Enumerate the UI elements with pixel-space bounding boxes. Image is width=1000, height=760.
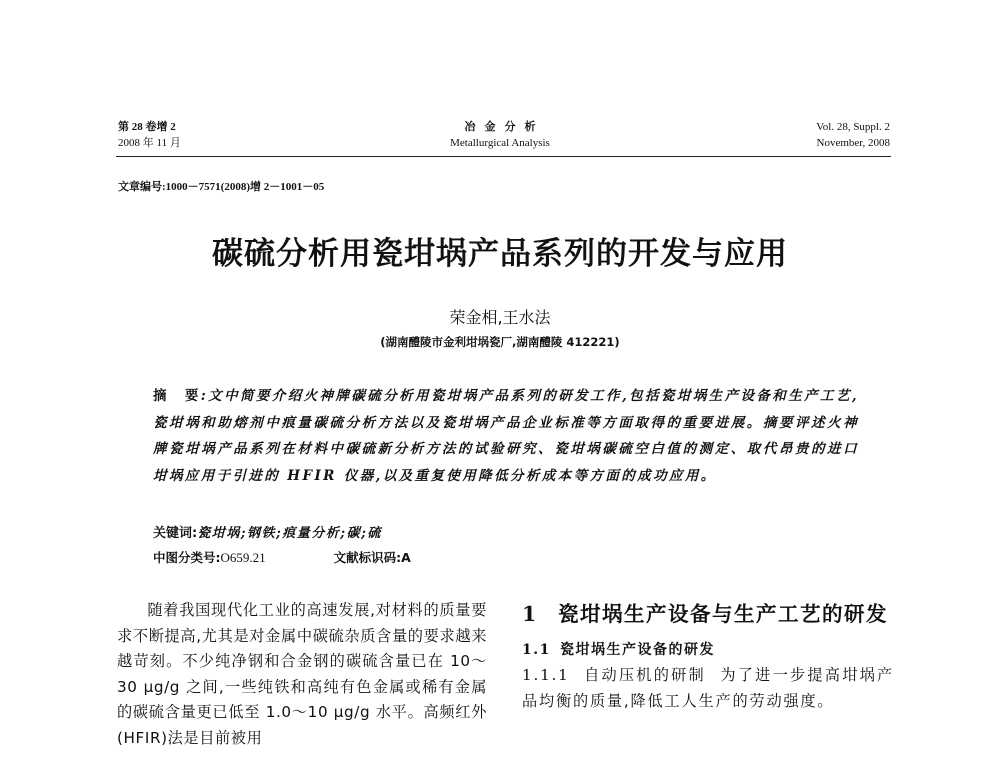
header-volume-cn: 第 28 卷增 2 xyxy=(118,121,176,133)
doc-code-value: A xyxy=(401,550,411,565)
section-1-1-number: 1.1 xyxy=(522,642,551,658)
body-left-column xyxy=(117,598,487,751)
running-header-left xyxy=(118,119,181,151)
running-header-right xyxy=(816,119,890,151)
article-number: 文章编号:1000－7571(2008)增 2－1001－05 xyxy=(118,181,325,193)
keywords-value: 瓷坩埚;钢铁;痕量分析;碳;硫 xyxy=(197,526,382,541)
classification xyxy=(153,548,411,566)
paper-title: 碳硫分析用瓷坩埚产品系列的开发与应用 xyxy=(212,236,788,272)
header-date-cn: 2008 年 11 月 xyxy=(118,137,181,149)
abstract xyxy=(153,383,859,489)
header-date-en: November, 2008 xyxy=(816,137,890,149)
abstract-text: :文中简要介绍火神牌碳硫分析用瓷坩埚产品系列的研发工作,包括瓷坩埚生产设备和生产工艺,瓷坩埚和助熔剂中痕量碳硫分析方法以及瓷坩埚产品企业标准等方面取得的重要进展。摘要评述火神牌瓷坩埚产品系列在材料中碳硫新分析方法的试验研究、瓷坩埚碳硫空白值的测定、取代昂贵的进口坩埚应用于引进的 HFIR 仪器,以及重复使用降低分析成本等方面的成功应用。 xyxy=(153,388,859,484)
abstract-label: 摘 要 xyxy=(153,388,201,404)
header-rule xyxy=(116,156,891,157)
journal-name-cn: 冶金分析 xyxy=(464,121,545,133)
clc-label: 中图分类号: xyxy=(153,550,221,565)
journal-name-en: Metallurgical Analysis xyxy=(450,137,550,149)
keywords-label: 关键词: xyxy=(153,526,198,541)
section-1-title: 瓷坩埚生产设备与生产工艺的研发 xyxy=(558,602,888,626)
section-1-heading xyxy=(522,598,894,631)
section-1-1-1-number: 1.1.1 xyxy=(522,666,570,684)
section-1-1-heading xyxy=(522,639,894,661)
section-1-1-title: 瓷坩埚生产设备的研发 xyxy=(560,642,715,658)
authors: 荣金相,王水法 xyxy=(449,308,551,327)
section-1-1-1-title: 自动压机的研制 xyxy=(583,666,706,684)
doc-code-label: 文献标识码: xyxy=(333,550,402,565)
keywords xyxy=(153,522,382,541)
section-1-number: 1 xyxy=(522,602,538,626)
body-right-column xyxy=(522,598,894,714)
header-volume-en: Vol. 28, Suppl. 2 xyxy=(816,121,890,133)
section-1-1-1-paragraph xyxy=(522,663,894,714)
section-1-1-1-text: 为了进一步提高坩埚产品均衡的质量,降低工人生产的劳动强度。 xyxy=(522,666,895,710)
clc-value: O659.21 xyxy=(220,550,266,565)
affiliation: (湖南醴陵市金利坩埚瓷厂,湖南醴陵 412221) xyxy=(380,335,620,349)
running-header-center xyxy=(400,119,600,151)
intro-paragraph: 随着我国现代化工业的高速发展,对材料的质量要求不断提高,尤其是对金属中碳硫杂质含量的要求越来越苛刻。不少纯净钢和合金钢的碳硫含量已在 10～30 μg/g 之间,一些纯铁和高纯有色金属或稀有金属的碳硫含量更已低至 1.0～10 μg/g 水平。高频红外(HFIR)法是目前被用 xyxy=(117,601,487,747)
